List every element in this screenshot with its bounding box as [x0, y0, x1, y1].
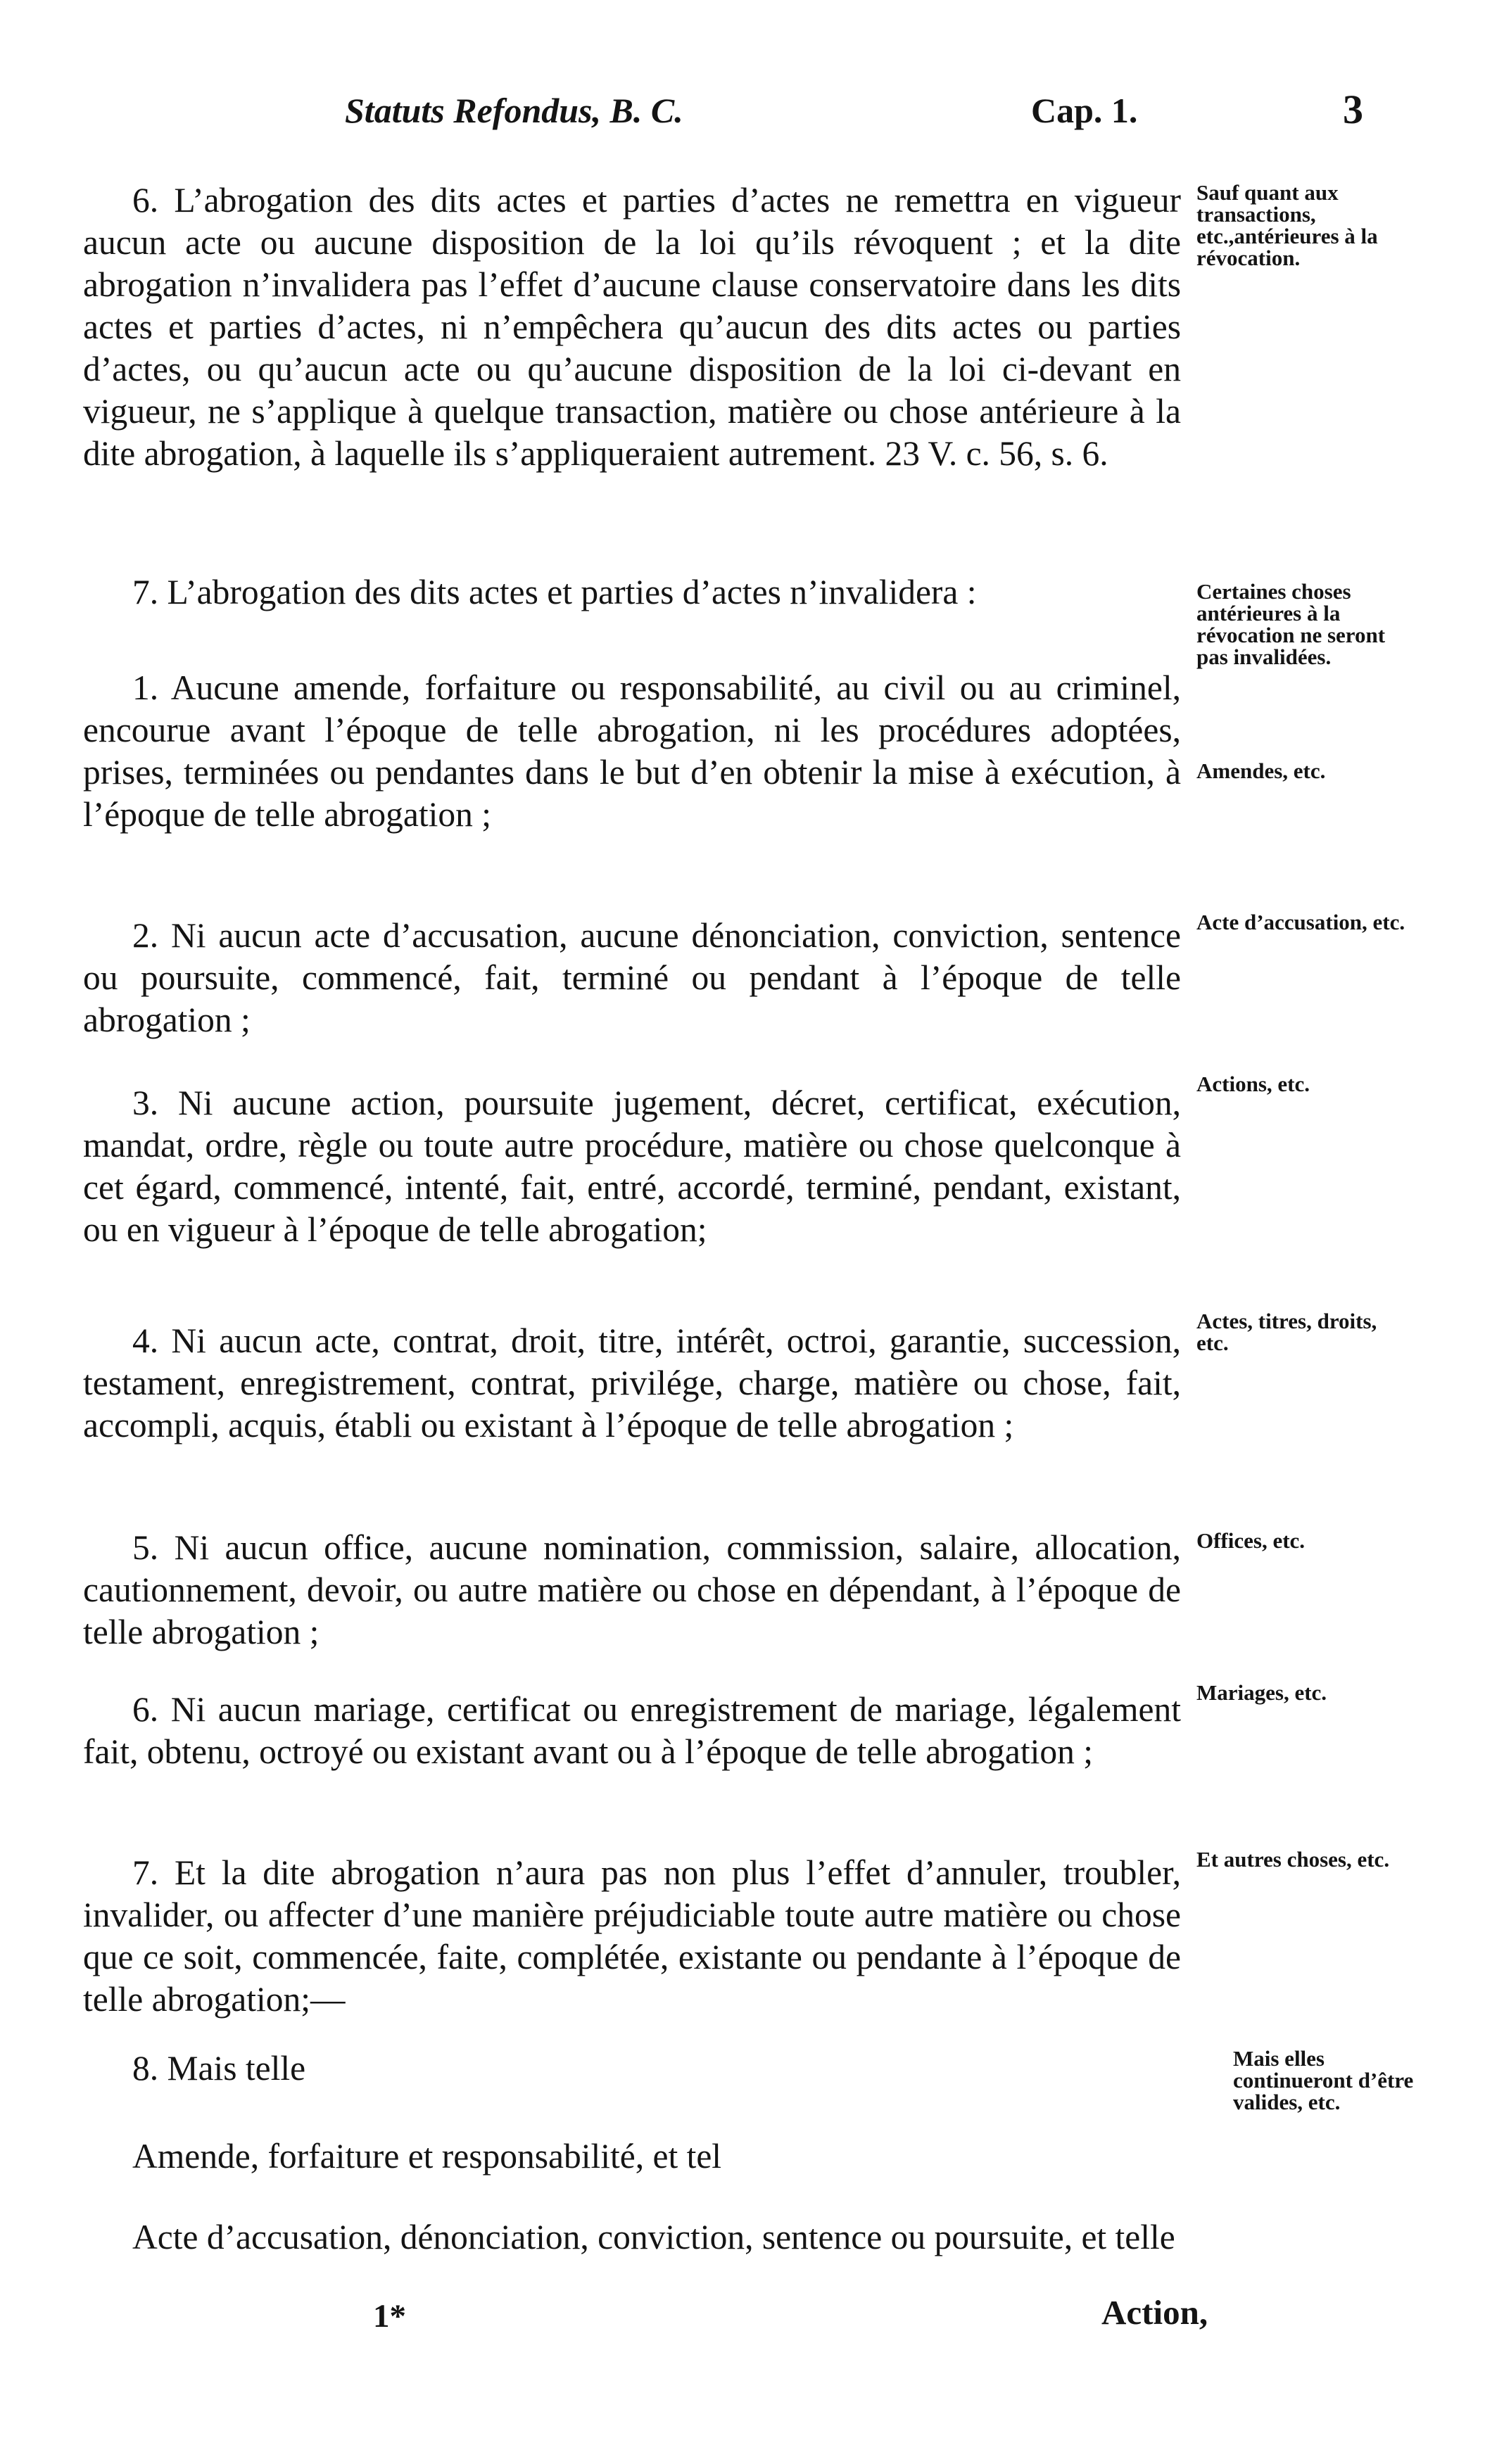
section-7-item-6: 6. Ni aucun mariage, certificat ou enregistrement de mariage, légalement fait, obtenu, octroyé ou existant avant ou à l’époque de telle abrogation ;: [83, 1690, 1181, 1771]
margin-note-item-5: Offices, etc.: [1196, 1528, 1306, 1553]
section-7-item-5: 5. Ni aucun office, aucune nomination, commission, salaire, allocation, cautionnement, devoir, ou autre matière ou chose en dépendant, à l’époque de telle abrogation ;: [83, 1528, 1181, 1651]
running-title: Statuts Refondus, B. C.: [345, 91, 683, 130]
margin-note-item-7: Et autres choses, etc.: [1196, 1847, 1390, 1872]
margin-note-item-2: Acte d’accusation, etc.: [1196, 910, 1405, 934]
section-7-item-2: 2. Ni aucun acte d’accusation, aucune dénonciation, conviction, sentence ou poursuite, commencé, fait, terminé ou pendant à l’époque de telle abrogation ;: [83, 916, 1181, 1039]
page-number: 3: [1343, 87, 1363, 132]
section-7-item-8: 8. Mais telle: [132, 2049, 306, 2088]
chapter-label: Cap. 1.: [1031, 91, 1138, 130]
section-6-text: 6. L’abrogation des dits actes et parties d’actes ne remettra en vigueur aucun acte ou aucune disposition de la loi qu’ils révoquent ; et la dite abrogation n’invalidera pas l’effet d’aucune clause conservatoire dans les dits actes et parties d’actes, ni n’empêchera qu’aucun des dits actes ou parties d’actes, ou qu’aucun acte ou qu’aucune disposition de la loi ci-devant en vigueur, ne s’applique à quelque transaction, matière ou chose antérieure à la dite abrogation, à laquelle ils s’appliqueraient autrement. 23 V. c. 56, s. 6.: [83, 181, 1181, 473]
margin-note-section-7: Certaines choses antérieures à la révocation ne seront pas invalidées.: [1196, 579, 1386, 669]
section-7-item-7: 7. Et la dite abrogation n’aura pas non plus l’effet d’annuler, troubler, invalider, ou affecter d’une manière préjudiciable toute autre matière ou chose que ce soit, commencée, faite, complétée, existante ou pendante à l’époque de telle abrogation;—: [83, 1853, 1181, 2019]
margin-note-item-8: Mais elles continueront d’être valides, etc.: [1233, 2046, 1414, 2114]
signature-mark: 1*: [373, 2298, 406, 2335]
section-7-item-4: 4. Ni aucun acte, contrat, droit, titre, intérêt, octroi, garantie, succession, testament, enregistrement, contrat, privilége, charge, matière ou chose, fait, accompli, acquis, établi ou existant à l’époque de telle abrogation ;: [83, 1321, 1181, 1444]
catchword: Action,: [1101, 2293, 1208, 2332]
margin-note-item-3: Actions, etc.: [1196, 1072, 1310, 1096]
margin-note-section-6: Sauf quant aux transactions, etc.,antérieures à la révocation.: [1196, 180, 1378, 270]
section-7-item-1: 1. Aucune amende, forfaiture ou responsabilité, au civil ou au criminel, encourue avant l’époque de telle abrogation, ni les procédures adoptées, prises, terminées ou pendantes dans le but d’en obtenir la mise à exécution, à l’époque de telle abrogation ;: [83, 668, 1181, 834]
margin-note-item-1: Amendes, etc.: [1196, 758, 1326, 783]
tail-line-amende: Amende, forfaiture et responsabilité, et tel: [132, 2137, 722, 2176]
section-7-intro: 7. L’abrogation des dits actes et parties d’actes n’invalidera :: [132, 573, 977, 611]
margin-note-item-4: Actes, titres, droits, etc.: [1196, 1309, 1377, 1355]
margin-note-item-6: Mariages, etc.: [1196, 1680, 1327, 1705]
tail-line-acte: Acte d’accusation, dénonciation, conviction, sentence ou poursuite, et telle: [132, 2218, 1175, 2256]
section-7-item-3: 3. Ni aucune action, poursuite jugement, décret, certificat, exécution, mandat, ordre, règle ou toute autre procédure, matière ou chose quelconque à cet égard, commencé, intenté, fait, entré, accordé, terminé, pendant, existant, ou en vigueur à l’époque de telle abrogation;: [83, 1084, 1181, 1249]
